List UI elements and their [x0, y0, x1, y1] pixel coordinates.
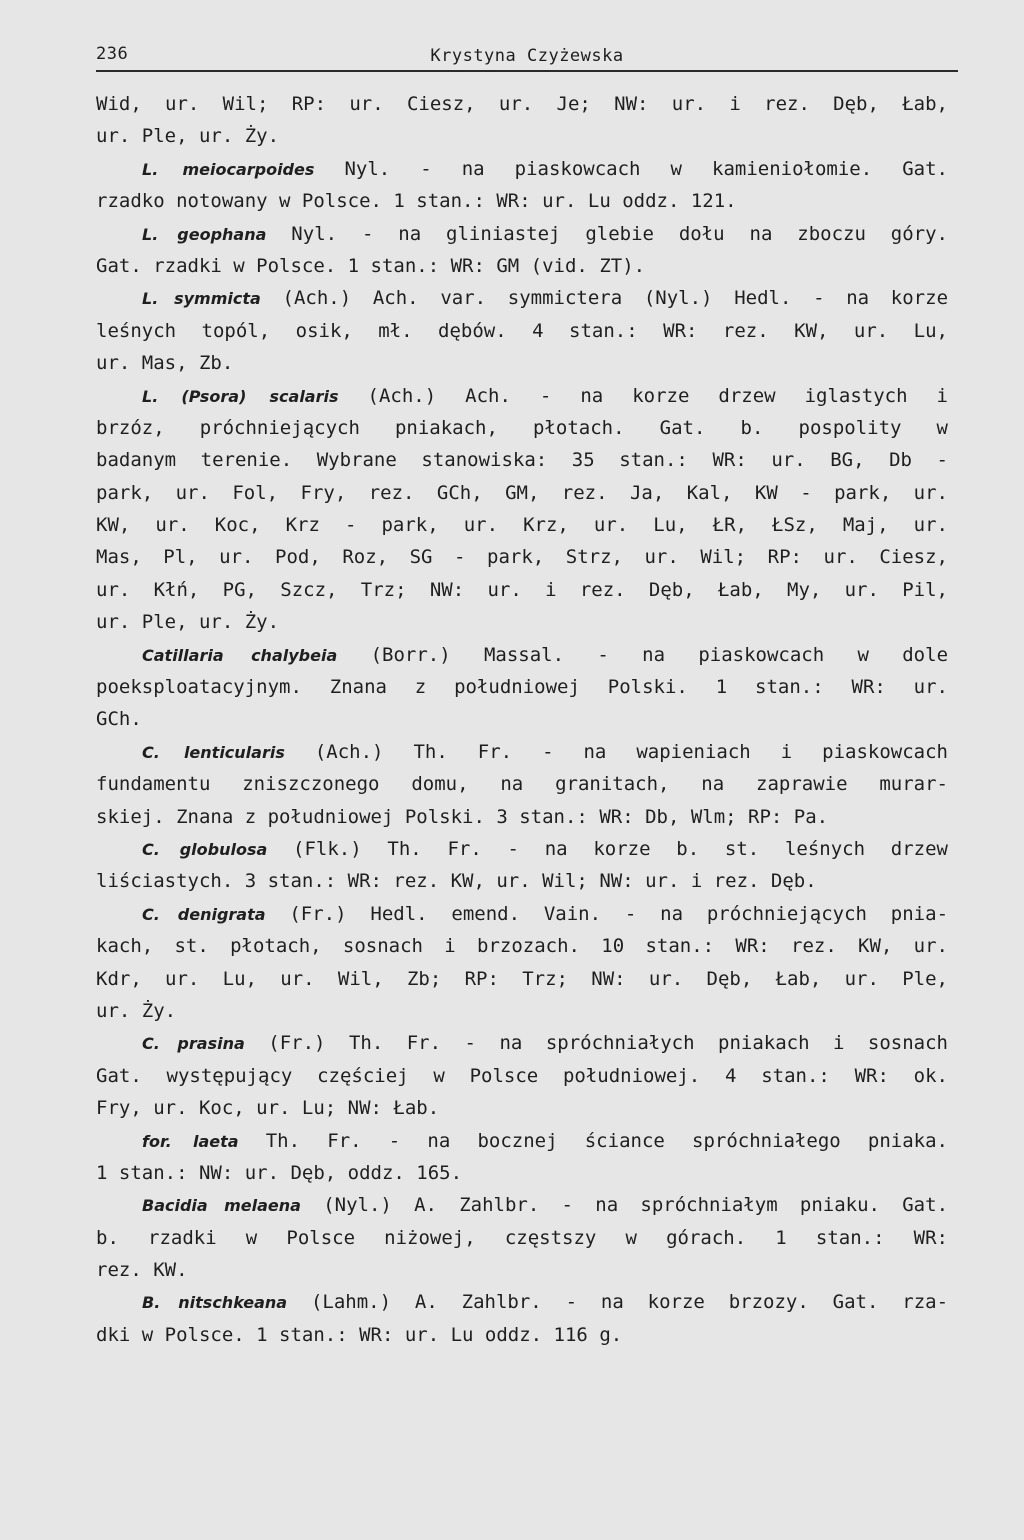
- species-name: L. meiocarpoides: [142, 159, 315, 179]
- line-text: Kdr, ur. Lu, ur. Wil, Zb; RP: Trz; NW: ur. Dęb, Łab, ur. Ple,: [96, 967, 948, 990]
- species-entry-line: [96, 153, 948, 185]
- line-text: Gat. rzadki w Polsce. 1 stan.: WR: GM (vid. ZT).: [96, 254, 646, 277]
- species-entry-line: [96, 1125, 948, 1157]
- line-text: ur. Mas, Zb.: [96, 352, 234, 375]
- text-line: [96, 250, 948, 282]
- text-line: [96, 315, 948, 347]
- text-line: [96, 185, 948, 217]
- line-text: (Lahm.) A. Zahlbr. - na korze brzozy. Gat. rza-: [287, 1291, 948, 1314]
- text-line: [96, 1060, 948, 1092]
- page-header: [96, 44, 958, 72]
- text-line: [96, 444, 948, 476]
- line-text: (Borr.) Massal. - na piaskowcach w dole: [337, 643, 948, 666]
- species-entry-line: [96, 218, 948, 250]
- species-name: L. (Psora) scalaris: [142, 386, 339, 406]
- line-text: (Ach.) Th. Fr. - na wapieniach i piaskowcach: [284, 740, 948, 763]
- line-text: (Nyl.) A. Zahlbr. - na spróchniałym pniaku. Gat.: [300, 1194, 948, 1217]
- line-text: (Ach.) Ach. - na korze drzew iglastych i: [338, 384, 948, 407]
- text-line: [96, 574, 948, 606]
- text-line: [96, 963, 948, 995]
- line-text: park, ur. Fol, Fry, rez. GCh, GM, rez. Ja, Kal, KW - park, ur.: [96, 481, 948, 504]
- species-entry-line: [96, 282, 948, 314]
- text-line: [96, 509, 948, 541]
- text-line: [96, 1092, 948, 1124]
- text-line: [96, 412, 948, 444]
- line-text: (Ach.) Ach. var. symmictera (Nyl.) Hedl. - na korze: [260, 287, 948, 310]
- line-text: KW, ur. Koc, Krz - park, ur. Krz, ur. Lu, ŁR, ŁSz, Maj, ur.: [96, 514, 948, 537]
- text-line: [96, 120, 948, 152]
- species-name: C. denigrata: [142, 904, 266, 924]
- species-entry-line: [96, 639, 948, 671]
- line-text: ur. Ple, ur. Ży.: [96, 125, 280, 148]
- text-line: [96, 768, 948, 800]
- species-entry-line: [96, 833, 948, 865]
- text-line: [96, 477, 948, 509]
- line-text: Gat. występujący częściej w Polsce południowej. 4 stan.: WR: ok.: [96, 1064, 948, 1087]
- text-line: [96, 1319, 948, 1351]
- line-text: leśnych topól, osik, mł. dębów. 4 stan.: WR: rez. KW, ur. Lu,: [96, 319, 948, 342]
- species-name: C. lenticularis: [142, 742, 285, 762]
- line-text: ur. Kłń, PG, Szcz, Trz; NW: ur. i rez. Dęb, Łab, My, ur. Pil,: [96, 578, 948, 601]
- line-text: Mas, Pl, ur. Pod, Roz, SG - park, Strz, ur. Wil; RP: ur. Ciesz,: [96, 546, 948, 569]
- line-text: skiej. Znana z południowej Polski. 3 stan.: WR: Db, Wlm; RP: Pa.: [96, 805, 829, 828]
- species-entry-line: [96, 898, 948, 930]
- line-text: kach, st. płotach, sosnach i brzozach. 10 stan.: WR: rez. KW, ur.: [96, 935, 948, 958]
- species-name: L. symmicta: [142, 289, 261, 309]
- running-title: Krystyna Czyżewska: [430, 46, 624, 66]
- line-text: Fry, ur. Koc, ur. Lu; NW: Łab.: [96, 1097, 440, 1120]
- species-name: Bacidia melaena: [142, 1196, 301, 1216]
- line-text: brzóz, próchniejących pniakach, płotach. Gat. b. pospolity w: [96, 416, 948, 439]
- line-text: Th. Fr. - na bocznej ściance spróchniałego pniaka.: [238, 1129, 948, 1152]
- line-text: rez. KW.: [96, 1259, 188, 1282]
- line-text: dki w Polsce. 1 stan.: WR: ur. Lu oddz. 116 g.: [96, 1323, 623, 1346]
- line-text: Nyl. - na gliniastej glebie dołu na zboczu góry.: [266, 222, 948, 245]
- line-text: ur. Ple, ur. Ży.: [96, 611, 280, 634]
- text-line: [96, 801, 948, 833]
- line-text: Nyl. - na piaskowcach w kamieniołomie. Gat.: [314, 157, 948, 180]
- species-name: for. laeta: [142, 1131, 239, 1151]
- text-line: [96, 1254, 948, 1286]
- species-entry-line: [96, 380, 948, 412]
- text-line: [96, 541, 948, 573]
- text-line: [96, 995, 948, 1027]
- species-entry-line: [96, 1027, 948, 1059]
- line-text: (Flk.) Th. Fr. - na korze b. st. leśnych drzew: [267, 837, 948, 860]
- line-text: poeksploatacyjnym. Znana z południowej Polski. 1 stan.: WR: ur.: [96, 676, 948, 699]
- species-name: L. geophana: [142, 224, 267, 244]
- line-text: (Fr.) Th. Fr. - na spróchniałych pniakach i sosnach: [244, 1032, 948, 1055]
- line-text: liściastych. 3 stan.: WR: rez. KW, ur. Wil; NW: ur. i rez. Dęb.: [96, 870, 817, 893]
- text-line: [96, 1157, 948, 1189]
- text-line: [96, 703, 948, 735]
- text-line: [96, 930, 948, 962]
- species-name: Catillaria chalybeia: [142, 645, 338, 665]
- header-rule: [96, 70, 958, 72]
- line-text: badanym terenie. Wybrane stanowiska: 35 stan.: WR: ur. BG, Db -: [96, 449, 948, 472]
- line-text: 1 stan.: NW: ur. Dęb, oddz. 165.: [96, 1161, 463, 1184]
- line-text: ur. Ży.: [96, 999, 177, 1022]
- text-line: [96, 671, 948, 703]
- line-text: GCh.: [96, 708, 142, 731]
- line-text: b. rzadki w Polsce niżowej, częstszy w górach. 1 stan.: WR:: [96, 1226, 948, 1249]
- species-entry-line: [96, 1189, 948, 1221]
- page-number: 236: [96, 44, 129, 64]
- text-line: [96, 347, 948, 379]
- text-line: [96, 1222, 948, 1254]
- species-name: B. nitschkeana: [142, 1293, 288, 1313]
- line-text: Wid, ur. Wil; RP: ur. Ciesz, ur. Je; NW: ur. i rez. Dęb, Łab,: [96, 93, 948, 115]
- body-text: [96, 88, 948, 1351]
- text-line: [96, 88, 948, 120]
- species-name: C. globulosa: [142, 839, 268, 859]
- species-entry-line: [96, 736, 948, 768]
- line-text: fundamentu zniszczonego domu, na granitach, na zaprawie murar-: [96, 773, 948, 796]
- line-text: (Fr.) Hedl. emend. Vain. - na próchniejących pnia-: [265, 902, 948, 925]
- line-text: rzadko notowany w Polsce. 1 stan.: WR: ur. Lu oddz. 121.: [96, 190, 737, 213]
- species-name: C. prasina: [142, 1034, 245, 1054]
- text-line: [96, 606, 948, 638]
- species-entry-line: [96, 1286, 948, 1318]
- text-line: [96, 865, 948, 897]
